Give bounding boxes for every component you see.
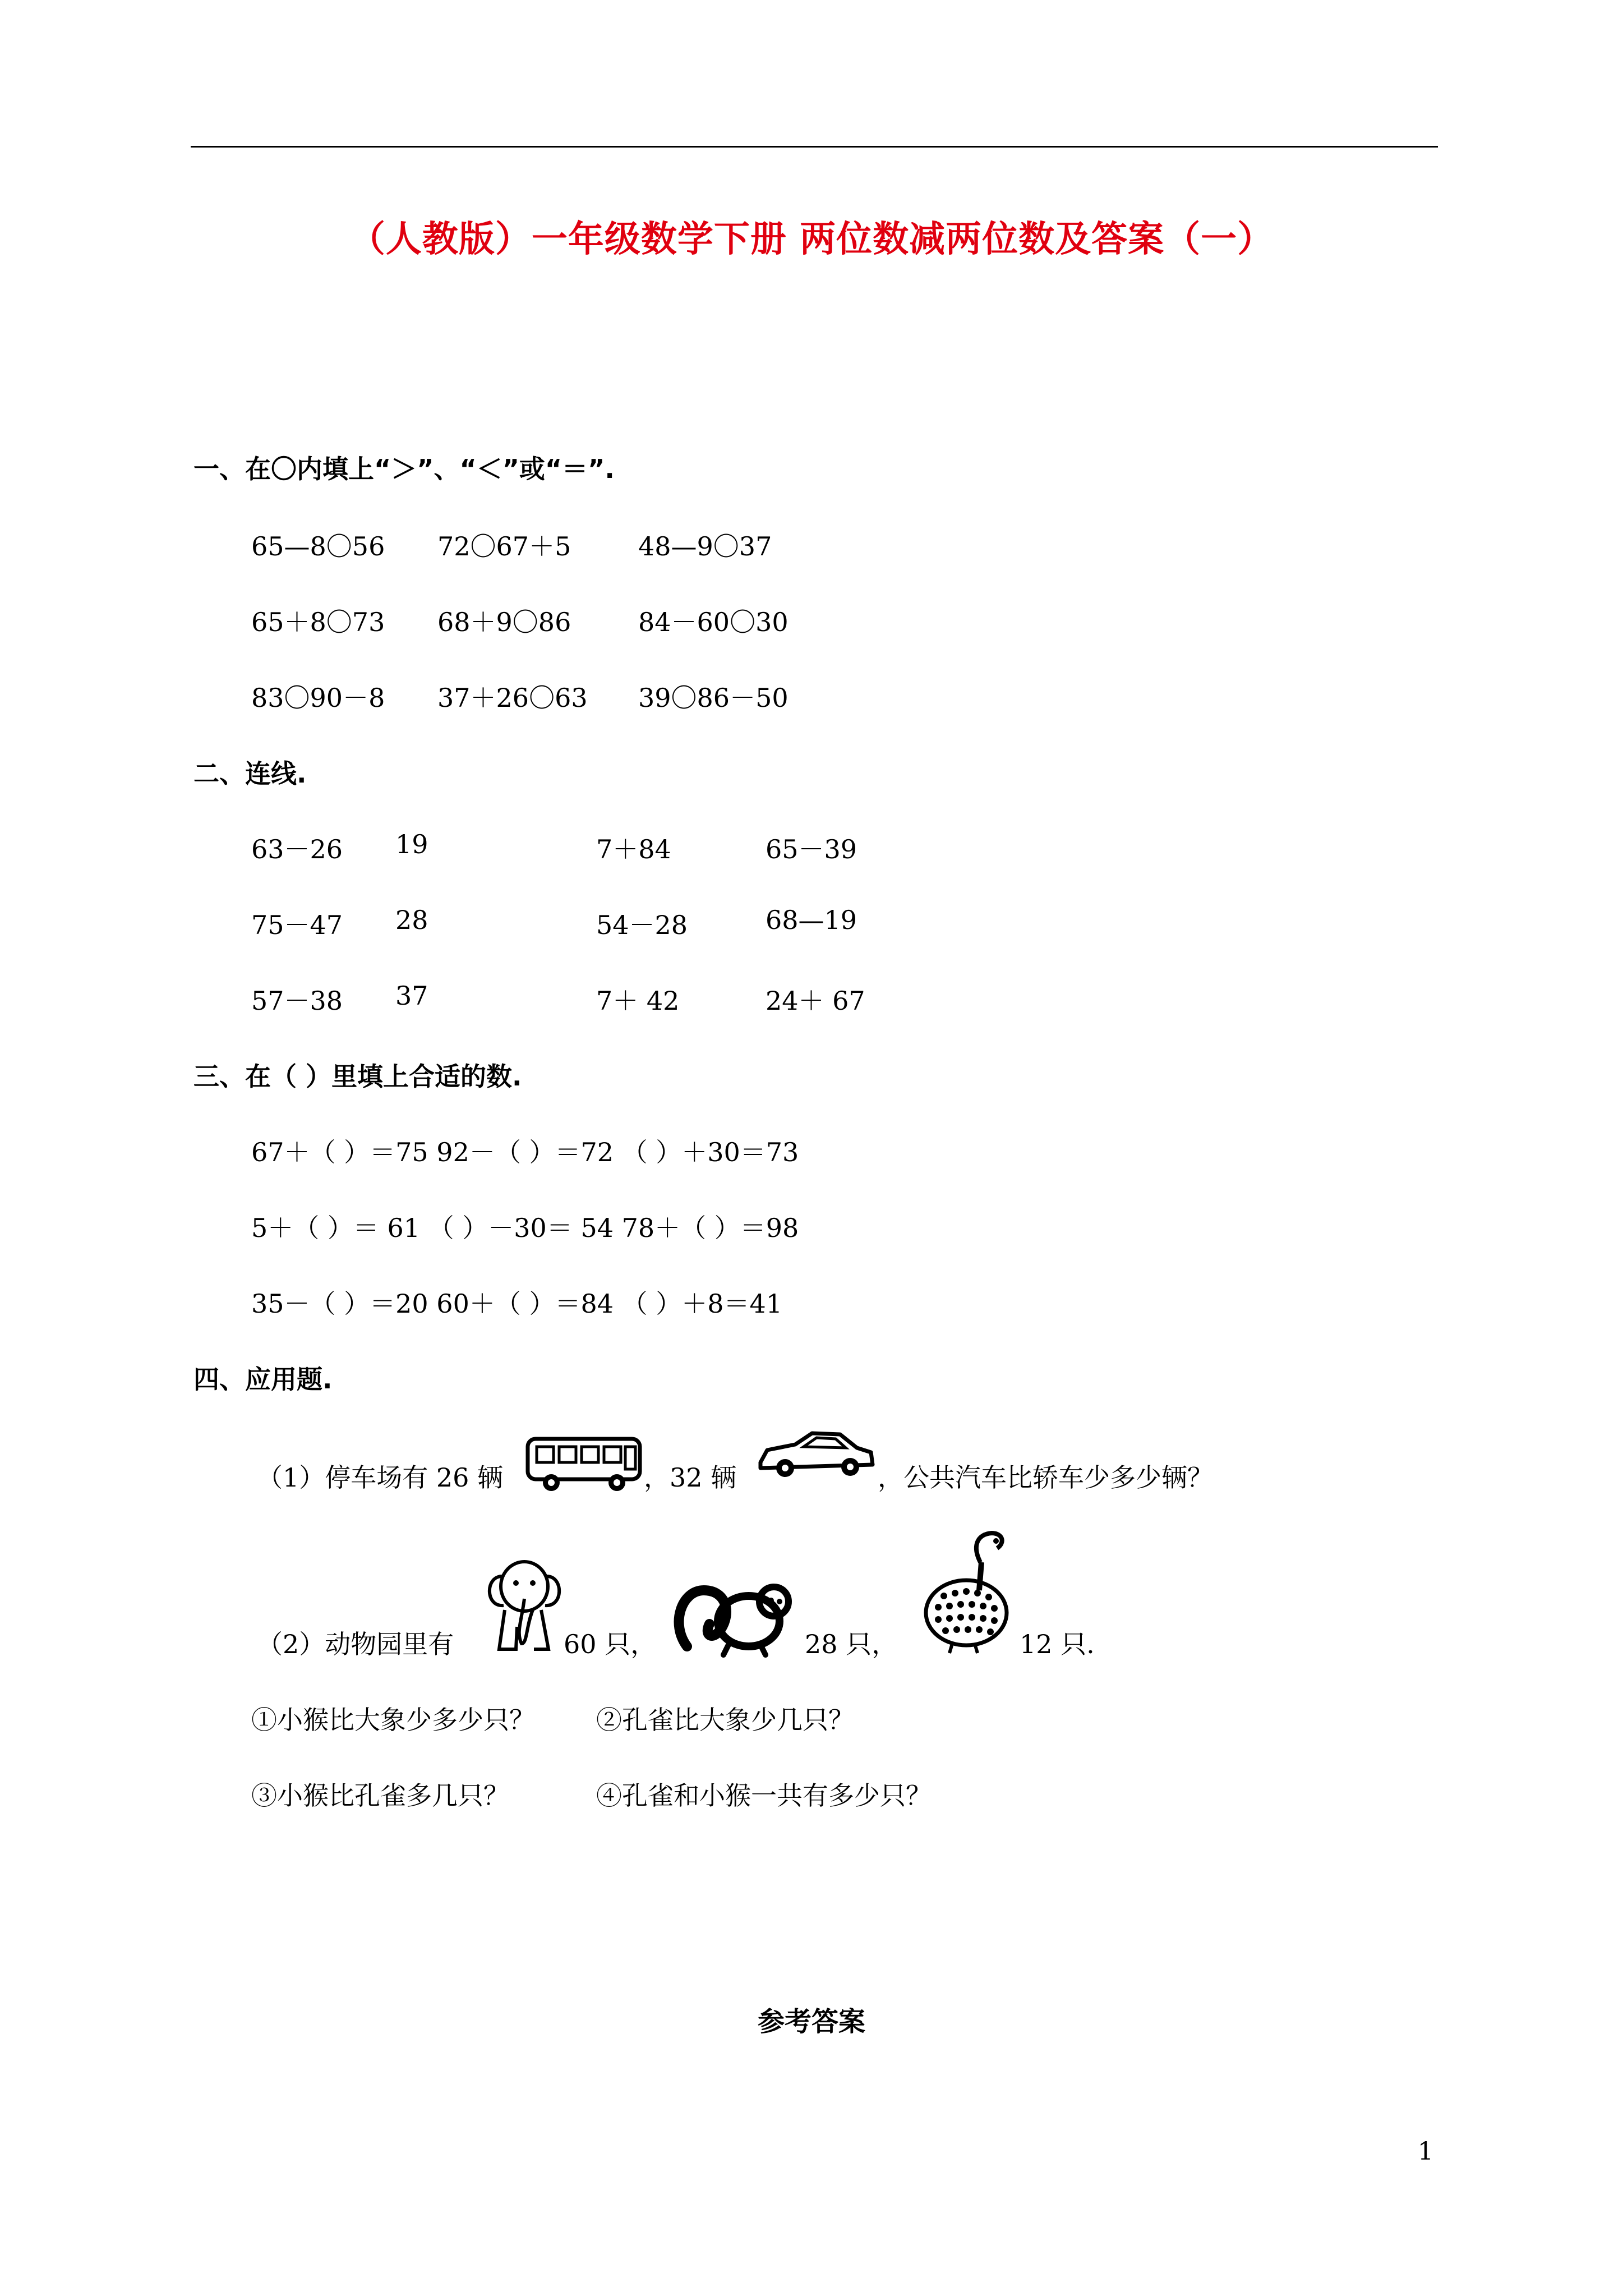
page-number: 1 (1418, 2137, 1433, 2166)
sub-question: ②孔雀比大象少几只？ (596, 1705, 854, 1735)
matching-item: 37 (395, 981, 428, 1011)
car-icon (756, 1428, 877, 1484)
section-4-heading: 四、应用题. (193, 1364, 333, 1395)
matching-item: 19 (395, 829, 428, 859)
matching-item: 65－39 (766, 834, 857, 864)
question-2-text: （2）动物园里有 (257, 1629, 454, 1659)
fill-blank-row: 35－（ ）＝20 60＋（ ）＝84 （ ）＋8＝41 (251, 1289, 783, 1319)
monkey-icon (670, 1579, 796, 1658)
comparison-item: 39〇86－50 (638, 683, 789, 713)
section-2-heading: 二、连线. (193, 758, 307, 789)
comparison-item: 68＋9〇86 (437, 607, 571, 637)
sub-question: ③小猴比孔雀多几只？ (251, 1780, 509, 1811)
question-1-text: ，32 辆 (644, 1462, 737, 1493)
section-3-heading: 三、在（ ）里填上合适的数. (193, 1061, 522, 1092)
comparison-item: 65＋8〇73 (251, 607, 385, 637)
matching-item: 7＋ 42 (596, 986, 680, 1016)
fill-blank-row: 67＋（ ）＝75 92－（ ）＝72 （ ）＋30＝73 (251, 1137, 799, 1167)
comparison-item: 37＋26〇63 (437, 683, 588, 713)
matching-item: 57－38 (251, 986, 343, 1016)
matching-item: 68—19 (766, 905, 857, 935)
fill-blank-row: 5＋（ ）＝ 61 （ ）－30＝ 54 78＋（ ）＝98 (251, 1213, 799, 1243)
page-title: （人教版）一年级数学下册 两位数减两位数及答案（一） (349, 219, 1274, 260)
question-1-text: （1）停车场有 26 辆 (257, 1462, 504, 1493)
matching-item: 63－26 (251, 834, 343, 864)
bus-icon (524, 1433, 645, 1495)
matching-item: 7＋84 (596, 834, 671, 864)
question-2-text: 60 只， (564, 1629, 657, 1659)
peacock-icon (919, 1529, 1020, 1655)
comparison-item: 84－60〇30 (638, 607, 789, 637)
question-2-text: 28 只， (805, 1629, 898, 1659)
sub-question: ④孔雀和小猴一共有多少只？ (596, 1780, 932, 1811)
sub-question: ①小猴比大象少多少只？ (251, 1705, 535, 1735)
matching-item: 24＋ 67 (766, 986, 865, 1016)
section-1-heading: 一、在〇内填上“＞”、“＜”或“＝”. (193, 454, 615, 484)
matching-item: 28 (395, 905, 428, 935)
comparison-item: 72〇67＋5 (437, 531, 571, 562)
header-rule (191, 146, 1438, 148)
matching-item: 75－47 (251, 910, 343, 940)
matching-item: 54－28 (596, 910, 688, 940)
question-1-text: ，公共汽车比轿车少多少辆？ (878, 1462, 1213, 1493)
comparison-item: 65—8〇56 (251, 531, 385, 562)
elephant-icon (482, 1554, 566, 1655)
answer-key-heading: 参考答案 (757, 2006, 865, 2037)
question-2-text: 12 只. (1020, 1629, 1095, 1659)
comparison-item: 48—9〇37 (638, 531, 772, 562)
comparison-item: 83〇90－8 (251, 683, 385, 713)
